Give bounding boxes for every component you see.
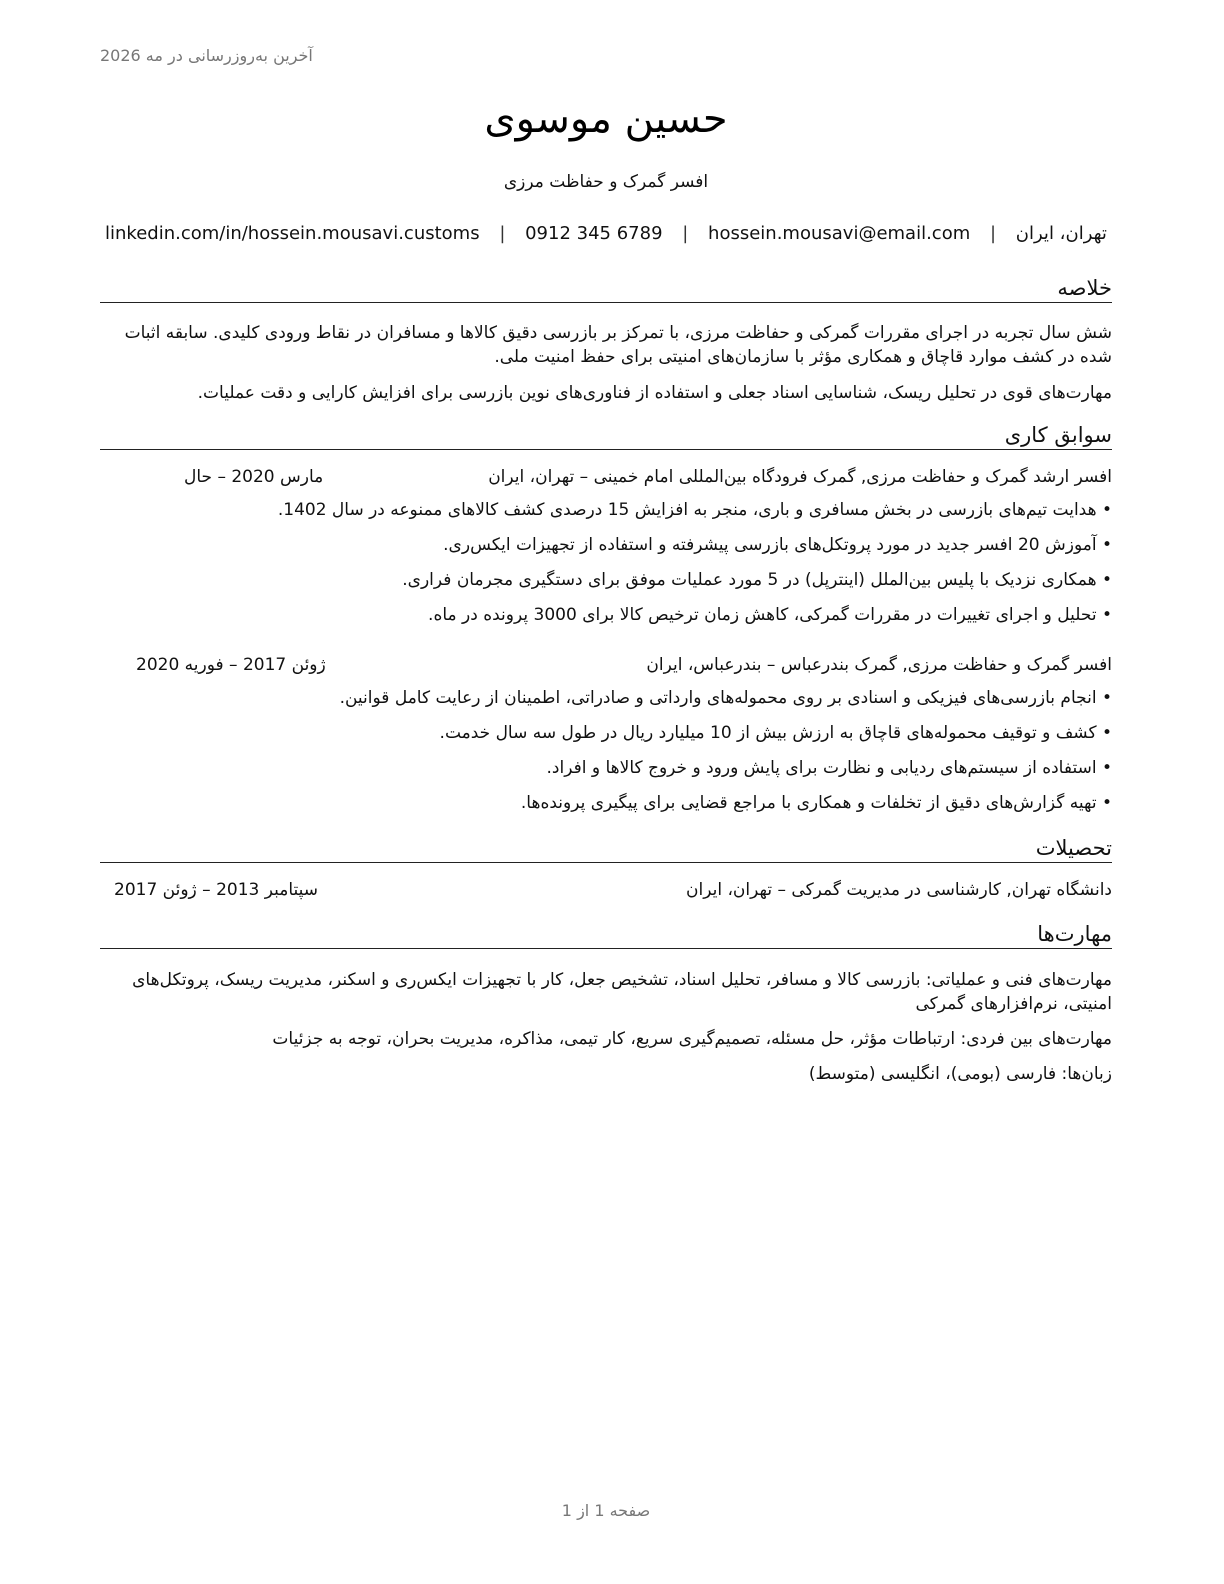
section-title-summary: خلاصه (100, 276, 1112, 303)
job-heading (100, 655, 1112, 679)
page-number: صفحه 1 از 1 (561, 1501, 651, 1520)
list-item: • آموزش 20 افسر جدید در مورد پروتکل‌های بازرسی پیشرفته و استفاده از تجهیزات ایکس‌ری. (100, 533, 1112, 568)
skills-languages: زبان‌ها: فارسی (بومی)، انگلیسی (متوسط) (808, 1064, 1112, 1084)
candidate-name: حسین موسوی (484, 96, 728, 142)
section-title-experience: سوابق کاری (100, 423, 1112, 450)
job-heading (100, 467, 1112, 491)
contact-linkedin[interactable]: linkedin.com/in/hossein.mousavi.customs (105, 223, 480, 244)
resume-page (100, 0, 1112, 1584)
section-title-education: تحصیلات (100, 836, 1112, 863)
list-item: • انجام بازرسی‌های فیزیکی و اسنادی بر روی محموله‌های وارداتی و صادراتی، اطمینان از رعایت کامل قوانین. (100, 686, 1112, 721)
contact-separator: | (682, 223, 689, 244)
summary-paragraph-1: شش سال تجربه در اجرای مقررات گمرکی و حفاظت مرزی، با تمرکز بر بازرسی دقیق کالاها و مسافران در نقاط ورودی کلیدی. سابقه اثبات شده در کشف موارد قاچاق و همکاری مؤثر با سازمان‌های امنیتی برای حفظ امنیت ملی. (124, 323, 1112, 367)
education-heading (100, 880, 1112, 904)
contact-phone[interactable]: 0912 345 6789 (525, 223, 663, 244)
list-item: • کشف و توقیف محموله‌های قاچاق به ارزش بیش از 10 میلیارد ریال در طول سه سال خدمت. (100, 721, 1112, 756)
job-title: افسر گمرک و حفاظت مرزی, گمرک بندرعباس – بندرعباس، ایران (646, 655, 1112, 675)
contact-separator: | (989, 223, 997, 244)
contact-line (100, 223, 1112, 244)
job-dates: ژوئن 2017 – فوریه 2020 (136, 655, 326, 675)
education-dates: سپتامبر 2013 – ژوئن 2017 (114, 880, 319, 900)
contact-email[interactable]: hossein.mousavi@email.com (708, 223, 971, 244)
last-updated-note: آخرین به‌روزرسانی در مه 2026 (100, 46, 313, 65)
job-title: افسر ارشد گمرک و حفاظت مرزی, گمرک فرودگاه بین‌المللی امام خمینی – تهران، ایران (488, 467, 1112, 487)
list-item: • تحلیل و اجرای تغییرات در مقررات گمرکی، کاهش زمان ترخیص کالا برای 3000 پرونده در ماه. (100, 603, 1112, 638)
job-bullets (100, 686, 1112, 826)
summary-paragraph-2: مهارت‌های قوی در تحلیل ریسک، شناسایی اسناد جعلی و استفاده از فناوری‌های نوین بازرسی برای افزایش کارایی و دقت عملیات. (197, 383, 1112, 403)
education-title: دانشگاه تهران, کارشناسی در مدیریت گمرکی – تهران، ایران (686, 880, 1112, 900)
skills-interpersonal: مهارت‌های بین فردی: ارتباطات مؤثر، حل مسئله، تصمیم‌گیری سریع، کار تیمی، مذاکره، مدیریت بحران، توجه به جزئیات (272, 1029, 1112, 1049)
skills-technical: مهارت‌های فنی و عملیاتی: بازرسی کالا و مسافر، تحلیل اسناد، تشخیص جعل، کار با تجهیزات ایکس‌ری و اسکنر، مدیریت ریسک، پروتکل‌های امنیتی، نرم‌افزارهای گمرکی (132, 970, 1112, 1014)
job-dates: مارس 2020 – حال (184, 467, 324, 487)
list-item: • هدایت تیم‌های بازرسی در بخش مسافری و باری، منجر به افزایش 15 درصدی کشف کالاهای ممنوعه در سال 1402. (100, 498, 1112, 533)
list-item: • تهیه گزارش‌های دقیق از تخلفات و همکاری با مراجع قضایی برای پیگیری پرونده‌ها. (100, 791, 1112, 826)
contact-separator: | (499, 223, 506, 244)
contact-location: تهران، ایران (1015, 223, 1107, 244)
list-item: • همکاری نزدیک با پلیس بین‌الملل (اینترپل) در 5 مورد عملیات موفق برای دستگیری مجرمان فراری. (100, 568, 1112, 603)
list-item: • استفاده از سیستم‌های ردیابی و نظارت برای پایش ورود و خروج کالاها و افراد. (100, 756, 1112, 791)
candidate-headline: افسر گمرک و حفاظت مرزی (503, 172, 709, 192)
section-title-skills: مهارت‌ها (100, 922, 1112, 949)
job-bullets (100, 498, 1112, 638)
